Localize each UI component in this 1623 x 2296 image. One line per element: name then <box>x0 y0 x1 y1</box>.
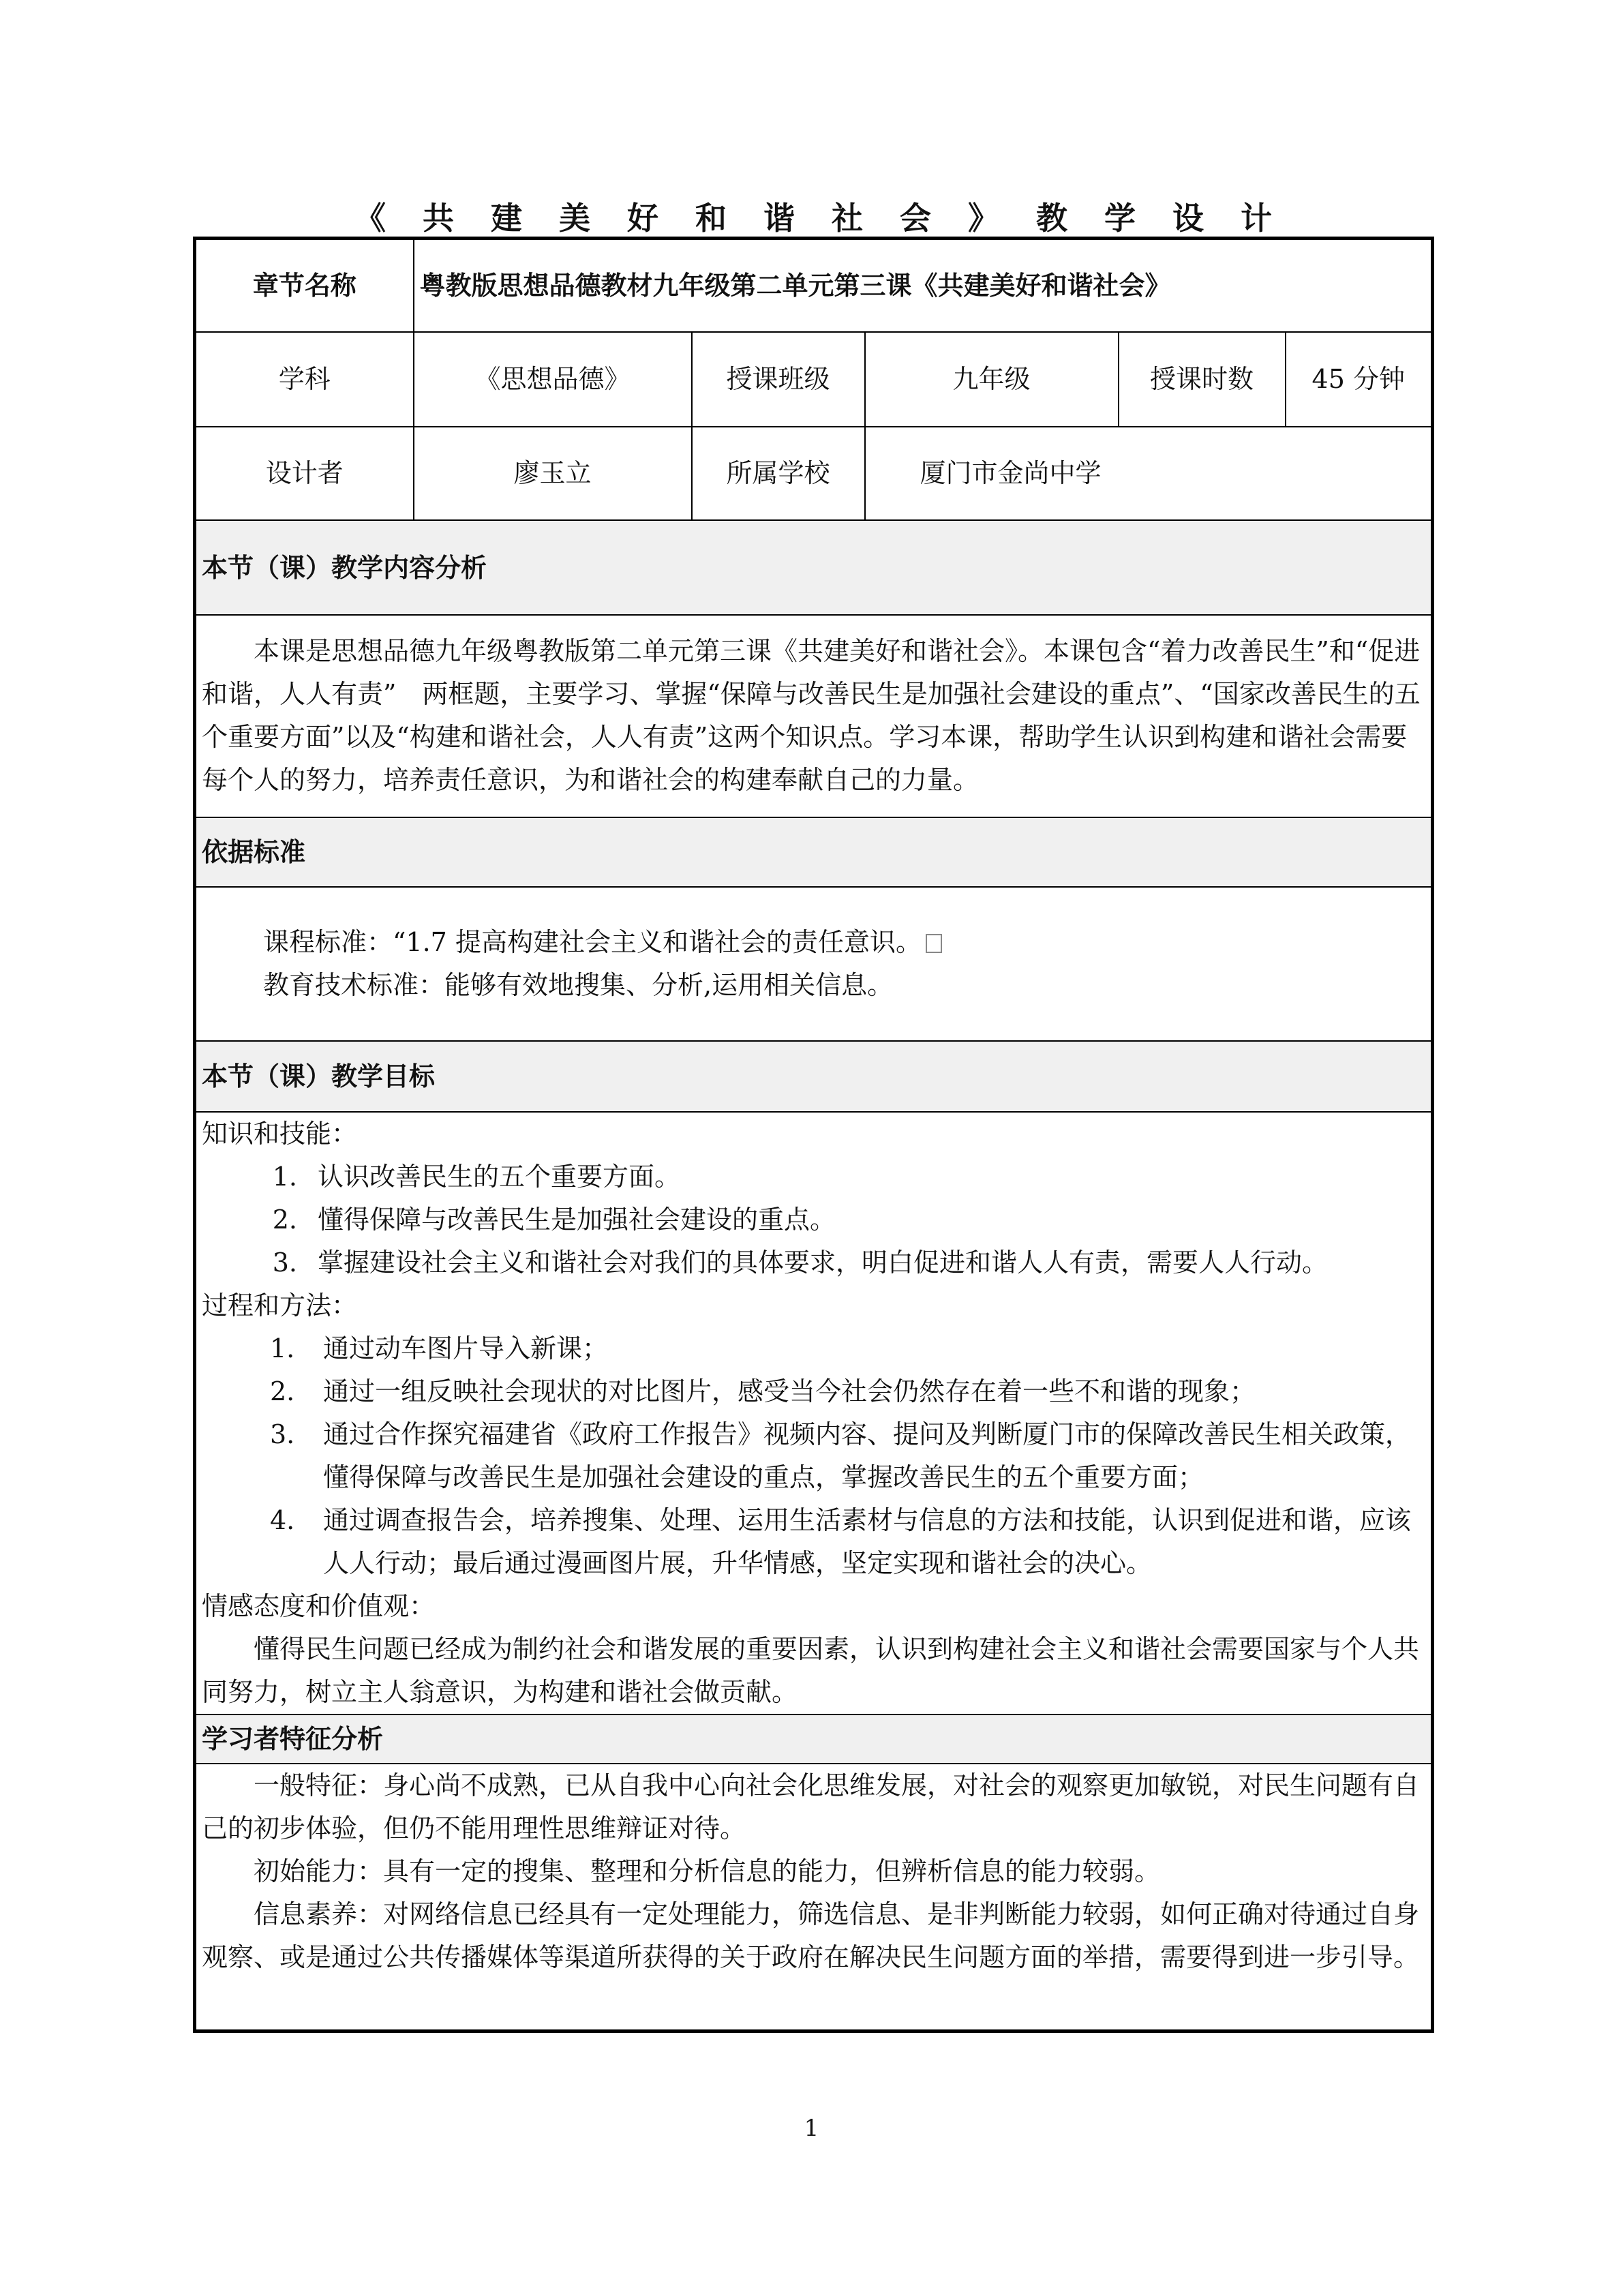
content-analysis-body-row <box>195 615 1433 817</box>
learners-body-row <box>195 1764 1433 2031</box>
process-item <box>202 1327 1425 1370</box>
subject-label: 学科 <box>195 332 414 427</box>
standards-heading-row <box>195 817 1433 887</box>
designer-row <box>195 427 1433 520</box>
objectives-heading: 本节（课）教学目标 <box>195 1041 1433 1112</box>
course-standard-line <box>202 921 1425 964</box>
item-number: 2. <box>270 1376 295 1406</box>
process-label: 过程和方法： <box>202 1290 358 1320</box>
chapter-row <box>195 239 1433 332</box>
item-text: 通过一组反映社会现状的对比图片，感受当今社会仍然存在着一些不和谐的现象； <box>323 1376 1256 1406</box>
process-item <box>202 1413 1425 1499</box>
designer-value: 廖玉立 <box>414 427 692 520</box>
knowledge-item <box>202 1241 1425 1284</box>
class-value: 九年级 <box>865 332 1119 427</box>
learners-general: 一般特征：身心尚不成熟，已从自我中心向社会化思维发展，对社会的观察更加敏锐，对民生问题有自己的初步体验，但仍不能用理性思维辩证对待。 <box>202 1770 1420 1843</box>
knowledge-item <box>202 1155 1425 1198</box>
chapter-label: 章节名称 <box>195 239 414 332</box>
chapter-value: 粤教版思想品德教材九年级第二单元第三课《共建美好和谐社会》 <box>414 239 1433 332</box>
document-title: 《共建美好和谐社会》教学设计 <box>354 200 1309 237</box>
objectives-body-row <box>195 1112 1433 1715</box>
learners-cell <box>195 1764 1433 2031</box>
hours-label: 授课时数 <box>1119 332 1286 427</box>
emotion-label: 情感态度和价值观： <box>202 1590 436 1621</box>
process-item <box>202 1370 1425 1413</box>
objectives-cell <box>195 1112 1433 1715</box>
learners-info: 信息素养：对网络信息已经具有一定处理能力，筛选信息、是非判断能力较弱，如何正确对待通过自身观察、或是通过公共传播媒体等渠道所获得的关于政府在解决民生问题方面的举措，需要得到进一步引导。 <box>202 1899 1420 1972</box>
learners-heading-row <box>195 1715 1433 1764</box>
hours-value: 45 分钟 <box>1286 332 1433 427</box>
content-analysis-text: 本课是思想品德九年级粤教版第二单元第三课《共建美好和谐社会》。本课包含“着力改善民生”和“促进和谐，人人有责” 两框题，主要学习、掌握“保障与改善民生是加强社会建设的重点”、“国家改善民生的五个重要方面”以及“构建和谐社会，人人有责”这两个知识点。学习本课，帮助学生认识到构建和谐社会需要每个人的努力，培养责任意识，为和谐社会的构建奉献自己的力量。 <box>202 636 1421 795</box>
item-number: 2. <box>272 1204 297 1235</box>
item-text: 认识改善民生的五个重要方面。 <box>318 1161 681 1192</box>
objectives-heading-row <box>195 1041 1433 1112</box>
subject-row <box>195 332 1433 427</box>
page-number: 1 <box>804 2115 819 2142</box>
item-number: 3. <box>270 1419 295 1449</box>
knowledge-item <box>202 1198 1425 1241</box>
item-number: 1. <box>270 1333 295 1363</box>
learners-initial: 初始能力：具有一定的搜集、整理和分析信息的能力，但辨析信息的能力较弱。 <box>254 1856 1161 1886</box>
item-text: 掌握建设社会主义和谐社会对我们的具体要求，明白促进和谐人人有责，需要人人行动。 <box>318 1247 1329 1278</box>
process-item <box>202 1499 1425 1585</box>
subject-value: 《思想品德》 <box>414 332 692 427</box>
item-number: 4. <box>270 1505 295 1535</box>
school-value: 厦门市金尚中学 <box>865 427 1433 520</box>
item-text: 懂得保障与改善民生是加强社会建设的重点。 <box>318 1204 836 1235</box>
content-analysis-heading: 本节（课）教学内容分析 <box>195 520 1433 615</box>
standards-cell <box>195 887 1433 1041</box>
content-analysis-cell <box>195 615 1433 817</box>
item-text: 通过合作探究福建省《政府工作报告》视频内容、提问及判断厦门市的保障改善民生相关政策，懂得保障与改善民生是加强社会建设的重点，掌握改善民生的五个重要方面； <box>323 1419 1412 1492</box>
item-number: 1. <box>272 1161 297 1192</box>
item-text: 通过调查报告会，培养搜集、处理、运用生活素材与信息的方法和技能，认识到促进和谐，应该人人行动；最后通过漫画图片展，升华情感，坚定实现和谐社会的决心。 <box>323 1505 1412 1578</box>
emotion-text: 懂得民生问题已经成为制约社会和谐发展的重要因素，认识到构建社会主义和谐社会需要国家与个人共同努力，树立主人翁意识，为构建和谐社会做贡献。 <box>202 1633 1420 1707</box>
lesson-design-table <box>193 237 1434 2033</box>
standards-body-row <box>195 887 1433 1041</box>
knowledge-label: 知识和技能： <box>202 1118 358 1149</box>
school-label: 所属学校 <box>692 427 865 520</box>
course-standard-text: 课程标准：“1.7 提高构建社会主义和谐社会的责任意识。 <box>263 926 922 957</box>
tech-standard-line: 教育技术标准：能够有效地搜集、分析,运用相关信息。 <box>263 969 894 1000</box>
item-number: 3. <box>272 1247 297 1278</box>
designer-label: 设计者 <box>195 427 414 520</box>
learners-heading: 学习者特征分析 <box>195 1715 1433 1764</box>
class-label: 授课班级 <box>692 332 865 427</box>
missing-glyph-box-icon <box>926 934 942 953</box>
item-text: 通过动车图片导入新课； <box>323 1333 609 1363</box>
standards-heading: 依据标准 <box>195 817 1433 887</box>
content-analysis-heading-row <box>195 520 1433 615</box>
